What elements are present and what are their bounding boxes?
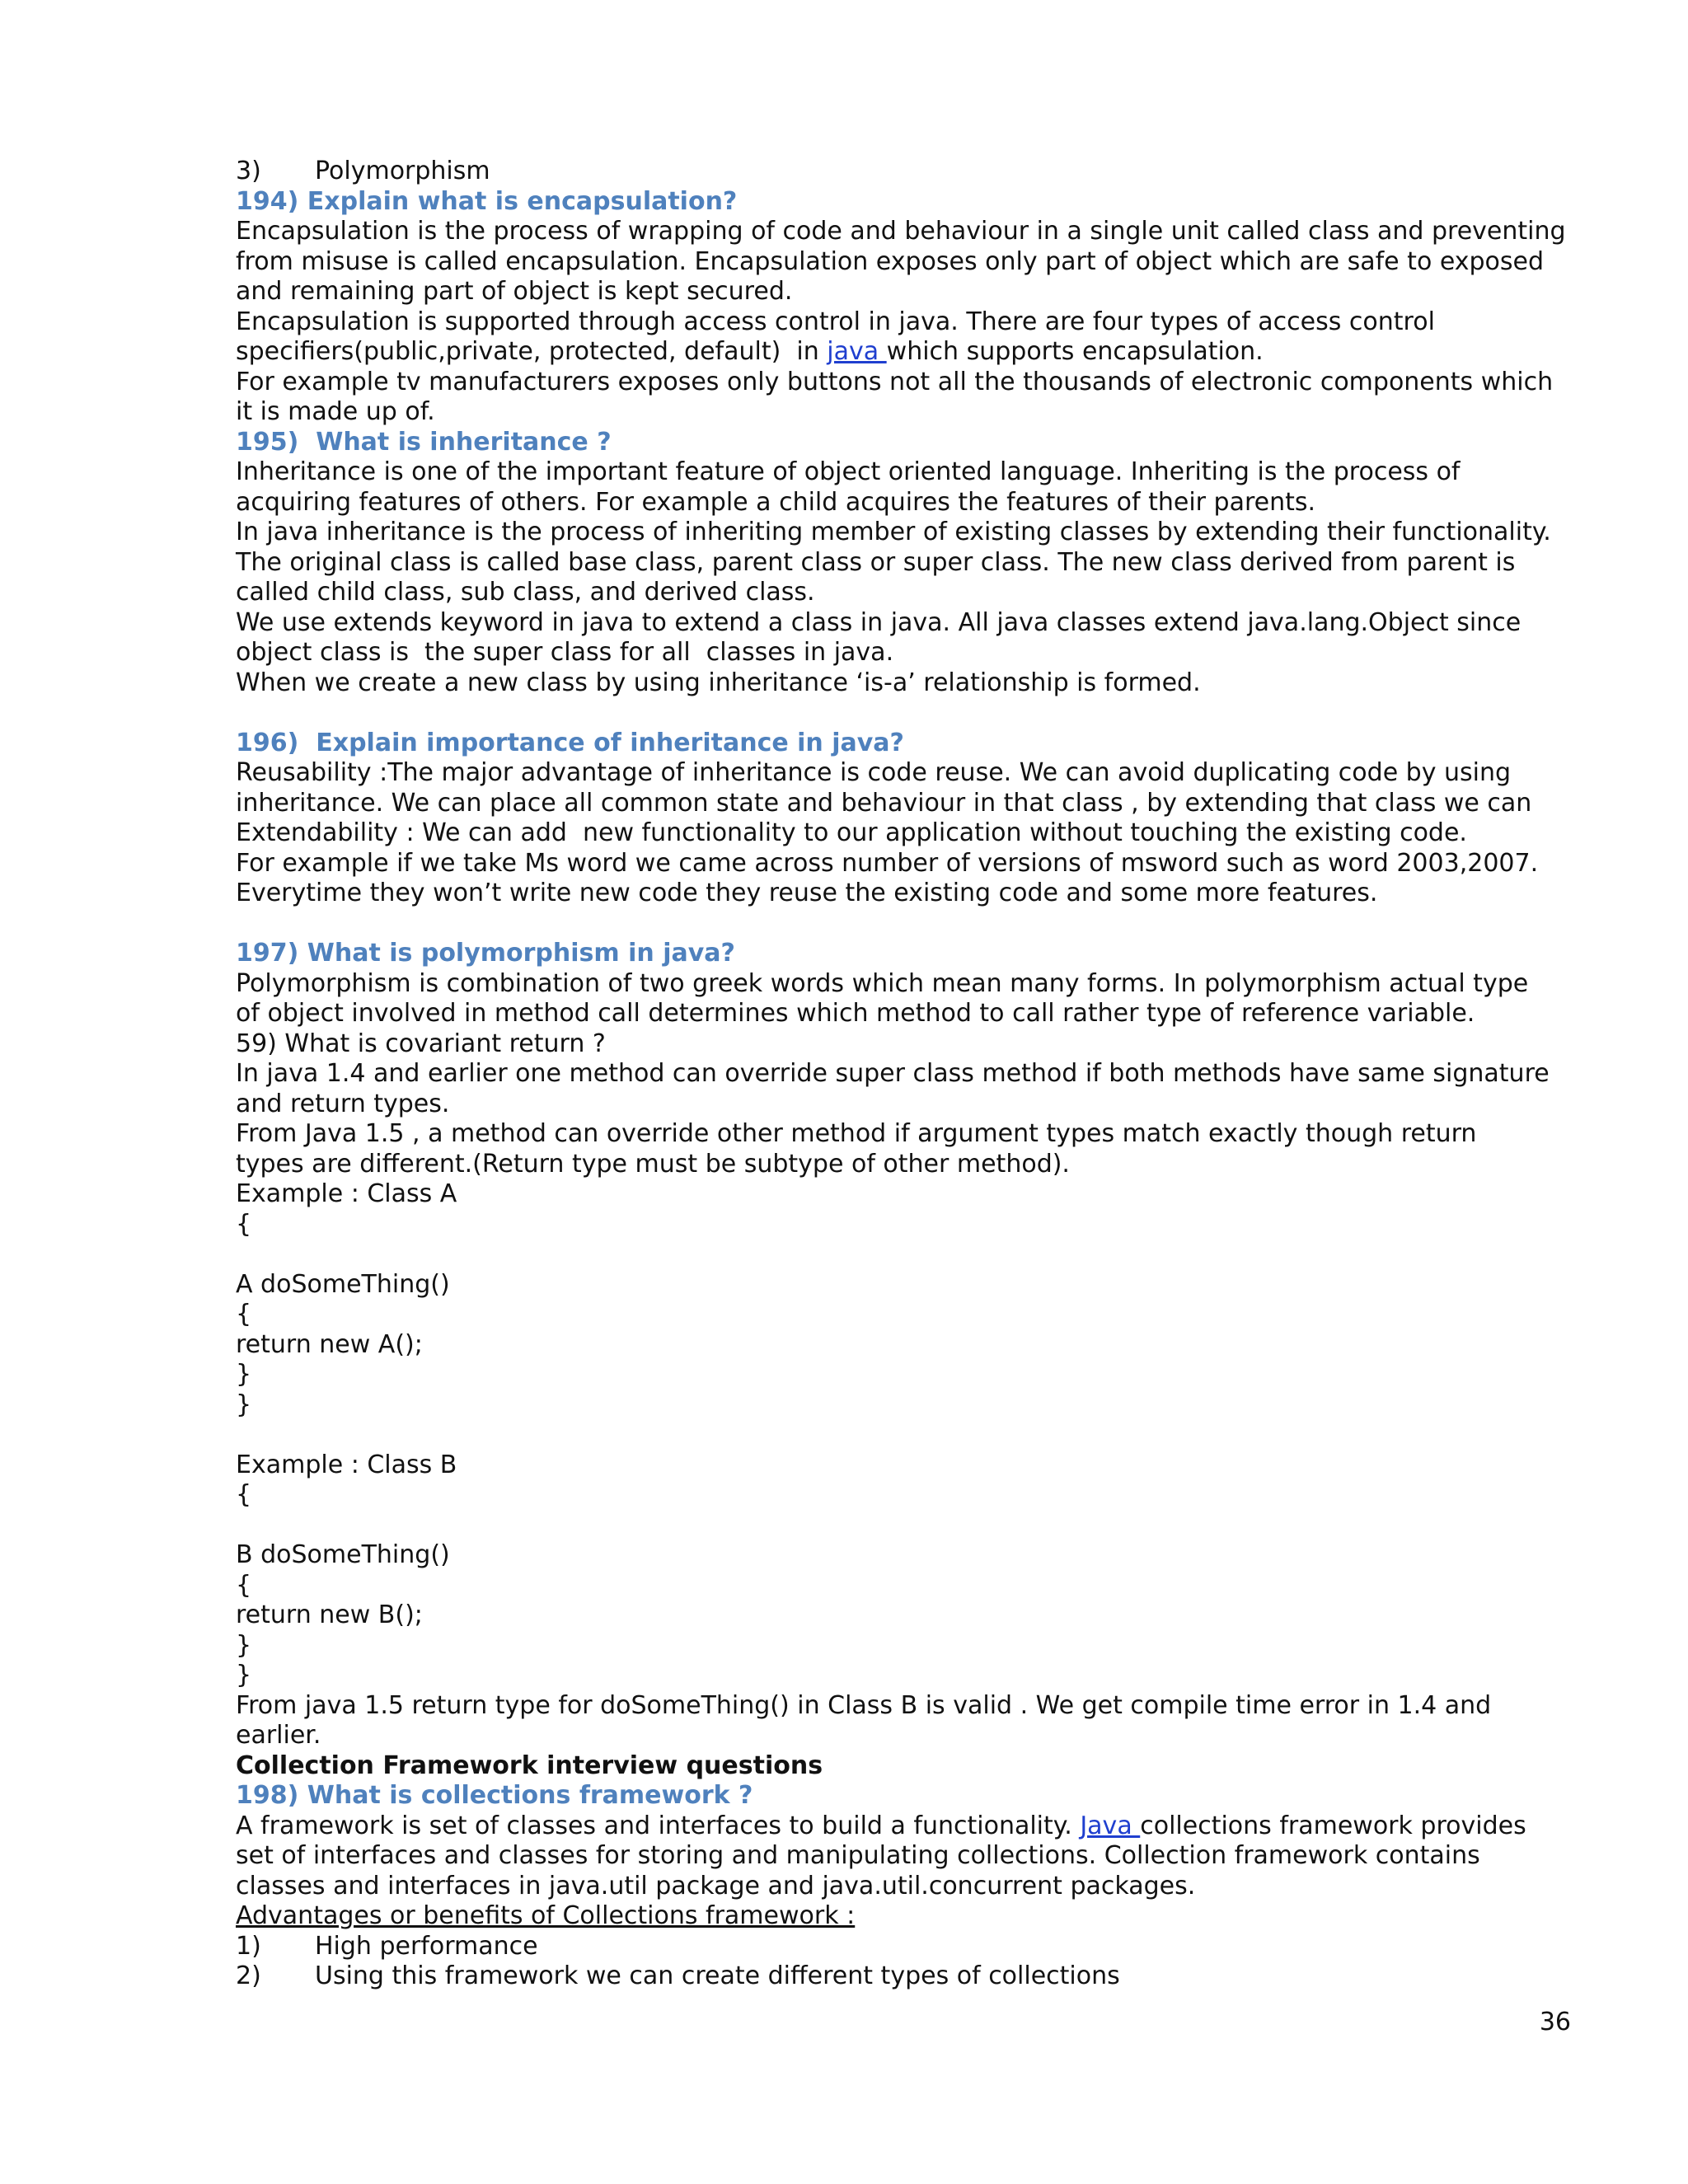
paragraph-line: object class is the super class for all classes in java. bbox=[236, 638, 894, 667]
paragraph-line: Everytime they won’t write new code they reuse the existing code and some more features. bbox=[236, 879, 1378, 907]
paragraph-line: Encapsulation is supported through access control in java. There are four types of access control bbox=[236, 307, 1435, 336]
question-heading-197: 197) What is polymorphism in java? bbox=[236, 939, 735, 968]
java-link[interactable]: java bbox=[827, 337, 887, 366]
paragraph-line: In java inheritance is the process of inheriting member of existing classes by extending their functionality. bbox=[236, 518, 1551, 546]
paragraph-line: From java 1.5 return type for doSomeThing() in Class B is valid . We get compile time error in 1.4 and bbox=[236, 1690, 1492, 1720]
code-line: B doSomeThing() bbox=[236, 1540, 450, 1569]
paragraph-line: set of interfaces and classes for storing and manipulating collections. Collection framework contains bbox=[236, 1841, 1480, 1870]
code-line: } bbox=[236, 1360, 252, 1389]
paragraph-line: classes and interfaces in java.util package and java.util.concurrent packages. bbox=[236, 1871, 1196, 1900]
blank-line bbox=[236, 1240, 1571, 1270]
code-line: } bbox=[236, 1390, 252, 1419]
document-page bbox=[236, 157, 1571, 1992]
paragraph-line-with-link: A framework is set of classes and interfaces to build a functionality. Java collections framework provides bbox=[236, 1811, 1526, 1840]
paragraph-line: earlier. bbox=[236, 1721, 321, 1750]
paragraph-line: of object involved in method call determines which method to call rather type of reference variable. bbox=[236, 999, 1475, 1028]
paragraph-line: Reusability :The major advantage of inheritance is code reuse. We can avoid duplicating code by using bbox=[236, 758, 1512, 787]
page-number: 36 bbox=[1539, 2008, 1571, 2036]
code-line: Example : Class B bbox=[236, 1450, 457, 1479]
paragraph-line: For example if we take Ms word we came across number of versions of msword such as word 2003,2007. bbox=[236, 848, 1539, 878]
code-line: } bbox=[236, 1630, 252, 1660]
list-item: 1) High performance bbox=[236, 1931, 538, 1961]
paragraph-line: acquiring features of others. For example a child acquires the features of their parents. bbox=[236, 487, 1316, 517]
paragraph-line: called child class, sub class, and derived class. bbox=[236, 578, 815, 607]
paragraph-line: We use extends keyword in java to extend a class in java. All java classes extend java.lang.Object since bbox=[236, 607, 1522, 637]
blank-line bbox=[236, 1511, 1571, 1541]
paragraph-line: Encapsulation is the process of wrapping of code and behaviour in a single unit called class and preventing bbox=[236, 217, 1566, 246]
advantages-title: Advantages or benefits of Collections framework : bbox=[236, 1901, 856, 1930]
paragraph-line: inheritance. We can place all common state and behaviour in that class , by extending that class we can bbox=[236, 788, 1532, 818]
blank-line bbox=[236, 1420, 1571, 1451]
list-item: 2) Using this framework we can create different types of collections bbox=[236, 1961, 1120, 1990]
paragraph-line: In java 1.4 and earlier one method can override super class method if both methods have same signature bbox=[236, 1059, 1550, 1088]
code-line: return new A(); bbox=[236, 1329, 423, 1359]
code-line: { bbox=[236, 1209, 252, 1239]
paragraph-line: From Java 1.5 , a method can override other method if argument types match exactly though return bbox=[236, 1119, 1477, 1148]
paragraph-line: and remaining part of object is kept secured. bbox=[236, 277, 793, 306]
question-heading-196: 196) Explain importance of inheritance in java? bbox=[236, 728, 904, 757]
paragraph-line: from misuse is called encapsulation. Encapsulation exposes only part of object which are safe to exposed bbox=[236, 246, 1545, 276]
paragraph-line: and return types. bbox=[236, 1089, 450, 1118]
list-item-polymorphism: 3) Polymorphism bbox=[236, 157, 490, 185]
paragraph-line-with-link: specifiers(public,private, protected, default) in java which supports encapsulation. bbox=[236, 337, 1264, 366]
question-heading-195: 195) What is inheritance ? bbox=[236, 427, 612, 457]
blank-line bbox=[236, 698, 1571, 729]
code-line: { bbox=[236, 1570, 252, 1600]
paragraph-line: Extendability : We can add new functionality to our application without touching the existing code. bbox=[236, 818, 1467, 847]
paragraph-line: 59) What is covariant return ? bbox=[236, 1029, 606, 1058]
paragraph-line: When we create a new class by using inheritance ‘is-a’ relationship is formed. bbox=[236, 668, 1201, 697]
code-line: Example : Class A bbox=[236, 1179, 457, 1208]
question-heading-198: 198) What is collections framework ? bbox=[236, 1781, 753, 1810]
java-link[interactable]: Java bbox=[1080, 1811, 1141, 1840]
code-line: } bbox=[236, 1661, 252, 1690]
paragraph-line: it is made up of. bbox=[236, 397, 435, 426]
paragraph-line: For example tv manufacturers exposes only buttons not all the thousands of electronic components which bbox=[236, 367, 1554, 396]
paragraph-line: types are different.(Return type must be subtype of other method). bbox=[236, 1149, 1070, 1179]
code-line: return new B(); bbox=[236, 1601, 423, 1629]
paragraph-line: Polymorphism is combination of two greek words which mean many forms. In polymorphism actual type bbox=[236, 968, 1529, 998]
section-title: Collection Framework interview questions bbox=[236, 1750, 823, 1780]
code-line: { bbox=[236, 1300, 252, 1329]
blank-line bbox=[236, 909, 1571, 940]
paragraph-line: Inheritance is one of the important feature of object oriented language. Inheriting is the process of bbox=[236, 457, 1461, 486]
paragraph-line: The original class is called base class, parent class or super class. The new class derived from parent is bbox=[236, 547, 1516, 577]
code-line: { bbox=[236, 1480, 252, 1509]
question-heading-194: 194) Explain what is encapsulation? bbox=[236, 186, 738, 216]
code-line: A doSomeThing() bbox=[236, 1269, 450, 1299]
